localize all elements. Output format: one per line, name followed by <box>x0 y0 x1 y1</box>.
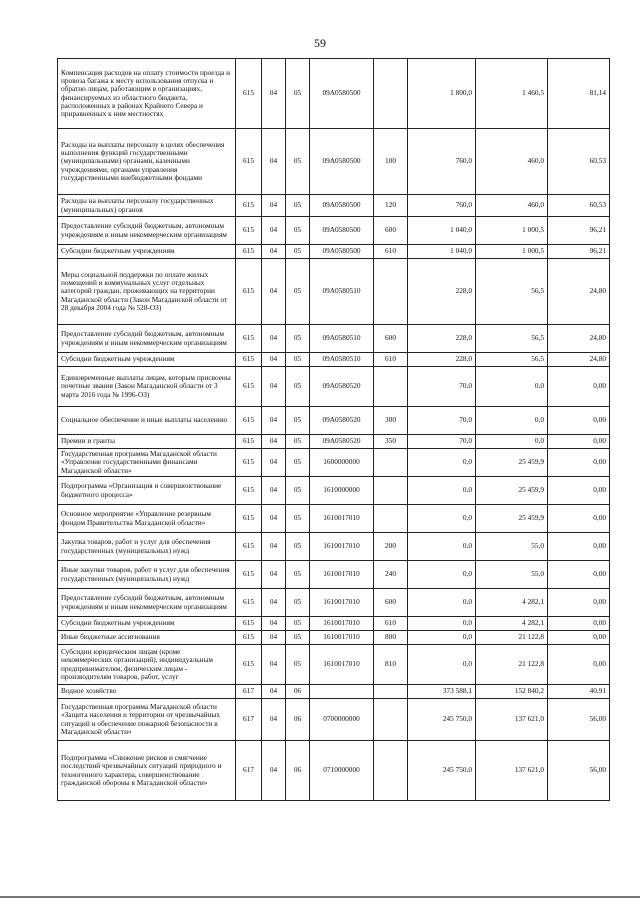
budget-item-name: Подпрограмма «Снижение рисков и смягчение последствий чрезвычайных ситуаций природного и техногенного характера, совершенствование гражданской обороны в Магаданской области» <box>58 741 236 801</box>
budget-item-name: Расходы на выплаты персоналу государственных (муниципальных) органов <box>58 195 236 217</box>
budget-item-name: Водное хозяйство <box>58 685 236 699</box>
execution-percent: 0,00 <box>548 533 610 561</box>
ministry-code: 615 <box>236 217 262 245</box>
table-row <box>58 741 610 801</box>
section-code: 04 <box>262 645 286 685</box>
ministry-code: 615 <box>236 449 262 477</box>
table-row <box>58 325 610 353</box>
expense-type-code: 200 <box>374 533 408 561</box>
ministry-code: 615 <box>236 435 262 449</box>
table-row <box>58 631 610 645</box>
section-code: 04 <box>262 129 286 195</box>
actual-amount: 0,0 <box>476 435 548 449</box>
section-code: 04 <box>262 367 286 407</box>
target-article-code: 1610017010 <box>310 617 374 631</box>
planned-amount: 0,0 <box>408 505 476 533</box>
planned-amount: 0,0 <box>408 533 476 561</box>
section-code: 04 <box>262 325 286 353</box>
actual-amount: 55,0 <box>476 561 548 589</box>
planned-amount: 228,0 <box>408 259 476 325</box>
subsection-code: 05 <box>286 59 310 129</box>
execution-percent: 0,00 <box>548 449 610 477</box>
planned-amount: 1 800,0 <box>408 59 476 129</box>
ministry-code: 615 <box>236 195 262 217</box>
section-code: 04 <box>262 407 286 435</box>
planned-amount: 228,0 <box>408 325 476 353</box>
target-article-code: 1610017010 <box>310 631 374 645</box>
execution-percent: 0,00 <box>548 589 610 617</box>
section-code: 04 <box>262 435 286 449</box>
execution-percent: 0,00 <box>548 367 610 407</box>
section-code: 04 <box>262 533 286 561</box>
execution-percent: 96,21 <box>548 245 610 259</box>
table-row <box>58 259 610 325</box>
expense-type-code <box>374 449 408 477</box>
subsection-code: 05 <box>286 477 310 505</box>
section-code: 04 <box>262 505 286 533</box>
actual-amount: 56,5 <box>476 353 548 367</box>
execution-percent: 0,00 <box>548 435 610 449</box>
actual-amount: 460,0 <box>476 195 548 217</box>
table-row <box>58 129 610 195</box>
ministry-code: 617 <box>236 699 262 741</box>
ministry-code: 615 <box>236 407 262 435</box>
expense-type-code: 610 <box>374 617 408 631</box>
ministry-code: 615 <box>236 477 262 505</box>
subsection-code: 05 <box>286 217 310 245</box>
ministry-code: 615 <box>236 59 262 129</box>
target-article-code: 09А0580520 <box>310 435 374 449</box>
planned-amount: 760,0 <box>408 195 476 217</box>
target-article-code: 1600000000 <box>310 449 374 477</box>
subsection-code: 05 <box>286 245 310 259</box>
expense-type-code: 600 <box>374 325 408 353</box>
table-row <box>58 353 610 367</box>
budget-item-name: Иные закупки товаров, работ и услуг для обеспечения государственных (муниципальных) нужд <box>58 561 236 589</box>
execution-percent: 96,21 <box>548 217 610 245</box>
budget-item-name: Предоставление субсидий бюджетным, автономным учреждениям и иным некоммерческим организациям <box>58 325 236 353</box>
actual-amount: 25 459,9 <box>476 449 548 477</box>
target-article-code: 1610017010 <box>310 645 374 685</box>
expense-type-code <box>374 477 408 505</box>
planned-amount: 373 588,1 <box>408 685 476 699</box>
actual-amount: 0,0 <box>476 407 548 435</box>
table-row <box>58 59 610 129</box>
ministry-code: 615 <box>236 245 262 259</box>
execution-percent: 56,00 <box>548 699 610 741</box>
subsection-code: 05 <box>286 589 310 617</box>
planned-amount: 760,0 <box>408 129 476 195</box>
expense-type-code: 100 <box>374 129 408 195</box>
ministry-code: 615 <box>236 617 262 631</box>
execution-percent: 40,91 <box>548 685 610 699</box>
actual-amount: 152 840,2 <box>476 685 548 699</box>
actual-amount: 4 282,1 <box>476 617 548 631</box>
section-code: 04 <box>262 245 286 259</box>
table-row <box>58 217 610 245</box>
section-code: 04 <box>262 561 286 589</box>
actual-amount: 1 460,5 <box>476 59 548 129</box>
section-code: 04 <box>262 449 286 477</box>
target-article-code: 09А0580500 <box>310 245 374 259</box>
subsection-code: 06 <box>286 741 310 801</box>
execution-percent: 0,00 <box>548 631 610 645</box>
target-article-code: 09А0580500 <box>310 217 374 245</box>
execution-percent: 60,53 <box>548 195 610 217</box>
subsection-code: 05 <box>286 353 310 367</box>
budget-item-name: Компенсация расходов на оплату стоимости проезда и провоза багажа к месту использования отпуска и обратно лицам, работающим в организациях, финансируемых из областного бюджета, расположенных в районах Крайнего Севера и приравненных к ним местностях <box>58 59 236 129</box>
planned-amount: 0,0 <box>408 561 476 589</box>
target-article-code: 09А0580510 <box>310 259 374 325</box>
planned-amount: 245 750,0 <box>408 699 476 741</box>
section-code: 04 <box>262 217 286 245</box>
ministry-code: 615 <box>236 533 262 561</box>
subsection-code: 05 <box>286 129 310 195</box>
budget-item-name: Субсидии бюджетным учреждениям <box>58 353 236 367</box>
subsection-code: 05 <box>286 645 310 685</box>
target-article-code: 09А0580510 <box>310 325 374 353</box>
table-row <box>58 589 610 617</box>
table-row <box>58 407 610 435</box>
budget-table <box>57 58 610 801</box>
target-article-code: 09А0580500 <box>310 59 374 129</box>
table-row <box>58 477 610 505</box>
ministry-code: 615 <box>236 325 262 353</box>
expense-type-code <box>374 367 408 407</box>
actual-amount: 1 000,5 <box>476 245 548 259</box>
budget-item-name: Государственная программа Магаданской области «Управление государственными финансами Магаданской области» <box>58 449 236 477</box>
table-row <box>58 449 610 477</box>
planned-amount: 1 040,0 <box>408 217 476 245</box>
subsection-code: 05 <box>286 449 310 477</box>
table-row <box>58 699 610 741</box>
budget-item-name: Расходы на выплаты персоналу в целях обеспечения выполнения функций государственными (муниципальными) органами, казенными учреждениями, органами управления государственными внебюджетными фондами <box>58 129 236 195</box>
actual-amount: 137 621,0 <box>476 741 548 801</box>
budget-item-name: Единовременные выплаты лицам, которым присвоены почетные звания (Закон Магаданской области от 3 марта 2016 года № 1996-ОЗ) <box>58 367 236 407</box>
expense-type-code: 120 <box>374 195 408 217</box>
footer-rule <box>0 896 640 898</box>
table-row <box>58 533 610 561</box>
section-code: 04 <box>262 195 286 217</box>
target-article-code: 1610017010 <box>310 561 374 589</box>
execution-percent: 0,00 <box>548 505 610 533</box>
planned-amount: 0,0 <box>408 617 476 631</box>
section-code: 04 <box>262 741 286 801</box>
expense-type-code <box>374 59 408 129</box>
expense-type-code: 610 <box>374 353 408 367</box>
execution-percent: 0,00 <box>548 645 610 685</box>
target-article-code: 09А0580510 <box>310 353 374 367</box>
budget-item-name: Закупка товаров, работ и услуг для обеспечения государственных (муниципальных) нужд <box>58 533 236 561</box>
table-row <box>58 195 610 217</box>
expense-type-code <box>374 259 408 325</box>
budget-item-name: Меры социальной поддержки по оплате жилых помещений и коммунальных услуг отдельных категорий граждан, проживающих на территории Магаданской области (Закон Магаданской области от 28 декабря 2004 года № 528-ОЗ) <box>58 259 236 325</box>
actual-amount: 1 000,5 <box>476 217 548 245</box>
subsection-code: 05 <box>286 407 310 435</box>
subsection-code: 05 <box>286 367 310 407</box>
target-article-code: 0700000000 <box>310 699 374 741</box>
target-article-code: 09А0580500 <box>310 129 374 195</box>
subsection-code: 05 <box>286 505 310 533</box>
budget-item-name: Государственная программа Магаданской области «Защита населения и территории от чрезвычайных ситуаций и обеспечение пожарной безопасности в Магаданской области» <box>58 699 236 741</box>
expense-type-code: 240 <box>374 561 408 589</box>
ministry-code: 615 <box>236 353 262 367</box>
planned-amount: 0,0 <box>408 449 476 477</box>
subsection-code: 05 <box>286 533 310 561</box>
actual-amount: 55,0 <box>476 533 548 561</box>
planned-amount: 70,0 <box>408 407 476 435</box>
budget-item-name: Основное мероприятие «Управление резервным фондом Правительства Магаданской области» <box>58 505 236 533</box>
execution-percent: 0,00 <box>548 407 610 435</box>
subsection-code: 05 <box>286 435 310 449</box>
ministry-code: 615 <box>236 505 262 533</box>
budget-item-name: Субсидии бюджетным учреждениям <box>58 617 236 631</box>
actual-amount: 21 122,8 <box>476 645 548 685</box>
ministry-code: 615 <box>236 631 262 645</box>
target-article-code: 1610017010 <box>310 589 374 617</box>
section-code: 04 <box>262 477 286 505</box>
section-code: 04 <box>262 617 286 631</box>
ministry-code: 615 <box>236 645 262 685</box>
execution-percent: 24,80 <box>548 259 610 325</box>
ministry-code: 615 <box>236 259 262 325</box>
target-article-code: 09А0580520 <box>310 367 374 407</box>
section-code: 04 <box>262 59 286 129</box>
budget-item-name: Подпрограмма «Организация и совершенствование бюджетного процесса» <box>58 477 236 505</box>
subsection-code: 05 <box>286 617 310 631</box>
execution-percent: 0,00 <box>548 477 610 505</box>
table-row <box>58 367 610 407</box>
expense-type-code <box>374 685 408 699</box>
budget-item-name: Субсидии бюджетным учреждениям <box>58 245 236 259</box>
ministry-code: 615 <box>236 589 262 617</box>
actual-amount: 4 282,1 <box>476 589 548 617</box>
planned-amount: 1 040,0 <box>408 245 476 259</box>
table-row <box>58 561 610 589</box>
expense-type-code: 610 <box>374 245 408 259</box>
actual-amount: 25 459,9 <box>476 505 548 533</box>
expense-type-code <box>374 741 408 801</box>
section-code: 04 <box>262 685 286 699</box>
section-code: 04 <box>262 589 286 617</box>
section-code: 04 <box>262 699 286 741</box>
actual-amount: 56,5 <box>476 259 548 325</box>
planned-amount: 245 750,0 <box>408 741 476 801</box>
section-code: 04 <box>262 353 286 367</box>
budget-item-name: Предоставление субсидий бюджетным, автономным учреждениям и иным некоммерческим организациям <box>58 217 236 245</box>
actual-amount: 56,5 <box>476 325 548 353</box>
expense-type-code <box>374 505 408 533</box>
page-number: 59 <box>314 36 326 50</box>
execution-percent: 24,80 <box>548 353 610 367</box>
actual-amount: 25 459,9 <box>476 477 548 505</box>
subsection-code: 05 <box>286 561 310 589</box>
expense-type-code: 810 <box>374 645 408 685</box>
planned-amount: 0,0 <box>408 477 476 505</box>
budget-item-name: Премии и гранты <box>58 435 236 449</box>
actual-amount: 460,0 <box>476 129 548 195</box>
execution-percent: 0,00 <box>548 617 610 631</box>
execution-percent: 81,14 <box>548 59 610 129</box>
subsection-code: 05 <box>286 325 310 353</box>
ministry-code: 615 <box>236 561 262 589</box>
subsection-code: 05 <box>286 259 310 325</box>
actual-amount: 0,0 <box>476 367 548 407</box>
execution-percent: 56,00 <box>548 741 610 801</box>
ministry-code: 617 <box>236 685 262 699</box>
planned-amount: 70,0 <box>408 367 476 407</box>
planned-amount: 228,0 <box>408 353 476 367</box>
expense-type-code: 600 <box>374 217 408 245</box>
expense-type-code: 350 <box>374 435 408 449</box>
section-code: 04 <box>262 259 286 325</box>
target-article-code <box>310 685 374 699</box>
target-article-code: 1610017010 <box>310 505 374 533</box>
planned-amount: 0,0 <box>408 645 476 685</box>
table-row <box>58 645 610 685</box>
ministry-code: 615 <box>236 129 262 195</box>
subsection-code: 05 <box>286 195 310 217</box>
target-article-code: 1610017010 <box>310 533 374 561</box>
expense-type-code: 600 <box>374 589 408 617</box>
budget-item-name: Предоставление субсидий бюджетным, автономным учреждениям и иным некоммерческим организациям <box>58 589 236 617</box>
table-row <box>58 245 610 259</box>
ministry-code: 617 <box>236 741 262 801</box>
table-row <box>58 435 610 449</box>
planned-amount: 0,0 <box>408 631 476 645</box>
table-row <box>58 685 610 699</box>
table-row <box>58 505 610 533</box>
ministry-code: 615 <box>236 367 262 407</box>
subsection-code: 06 <box>286 685 310 699</box>
subsection-code: 06 <box>286 699 310 741</box>
planned-amount: 0,0 <box>408 589 476 617</box>
actual-amount: 137 621,0 <box>476 699 548 741</box>
budget-item-name: Социальное обеспечение и иные выплаты населению <box>58 407 236 435</box>
target-article-code: 1610000000 <box>310 477 374 505</box>
budget-item-name: Иные бюджетные ассигнования <box>58 631 236 645</box>
subsection-code: 05 <box>286 631 310 645</box>
target-article-code: 09А0580520 <box>310 407 374 435</box>
expense-type-code <box>374 699 408 741</box>
target-article-code: 0710000000 <box>310 741 374 801</box>
section-code: 04 <box>262 631 286 645</box>
execution-percent: 60,53 <box>548 129 610 195</box>
execution-percent: 24,80 <box>548 325 610 353</box>
expense-type-code: 300 <box>374 407 408 435</box>
planned-amount: 70,0 <box>408 435 476 449</box>
budget-item-name: Субсидии юридическим лицам (кроме некоммерческих организаций), индивидуальным предпринимателям, физическим лицам - производителям товаров, работ, услуг <box>58 645 236 685</box>
table-row <box>58 617 610 631</box>
execution-percent: 0,00 <box>548 561 610 589</box>
target-article-code: 09А0580500 <box>310 195 374 217</box>
expense-type-code: 800 <box>374 631 408 645</box>
actual-amount: 21 122,8 <box>476 631 548 645</box>
